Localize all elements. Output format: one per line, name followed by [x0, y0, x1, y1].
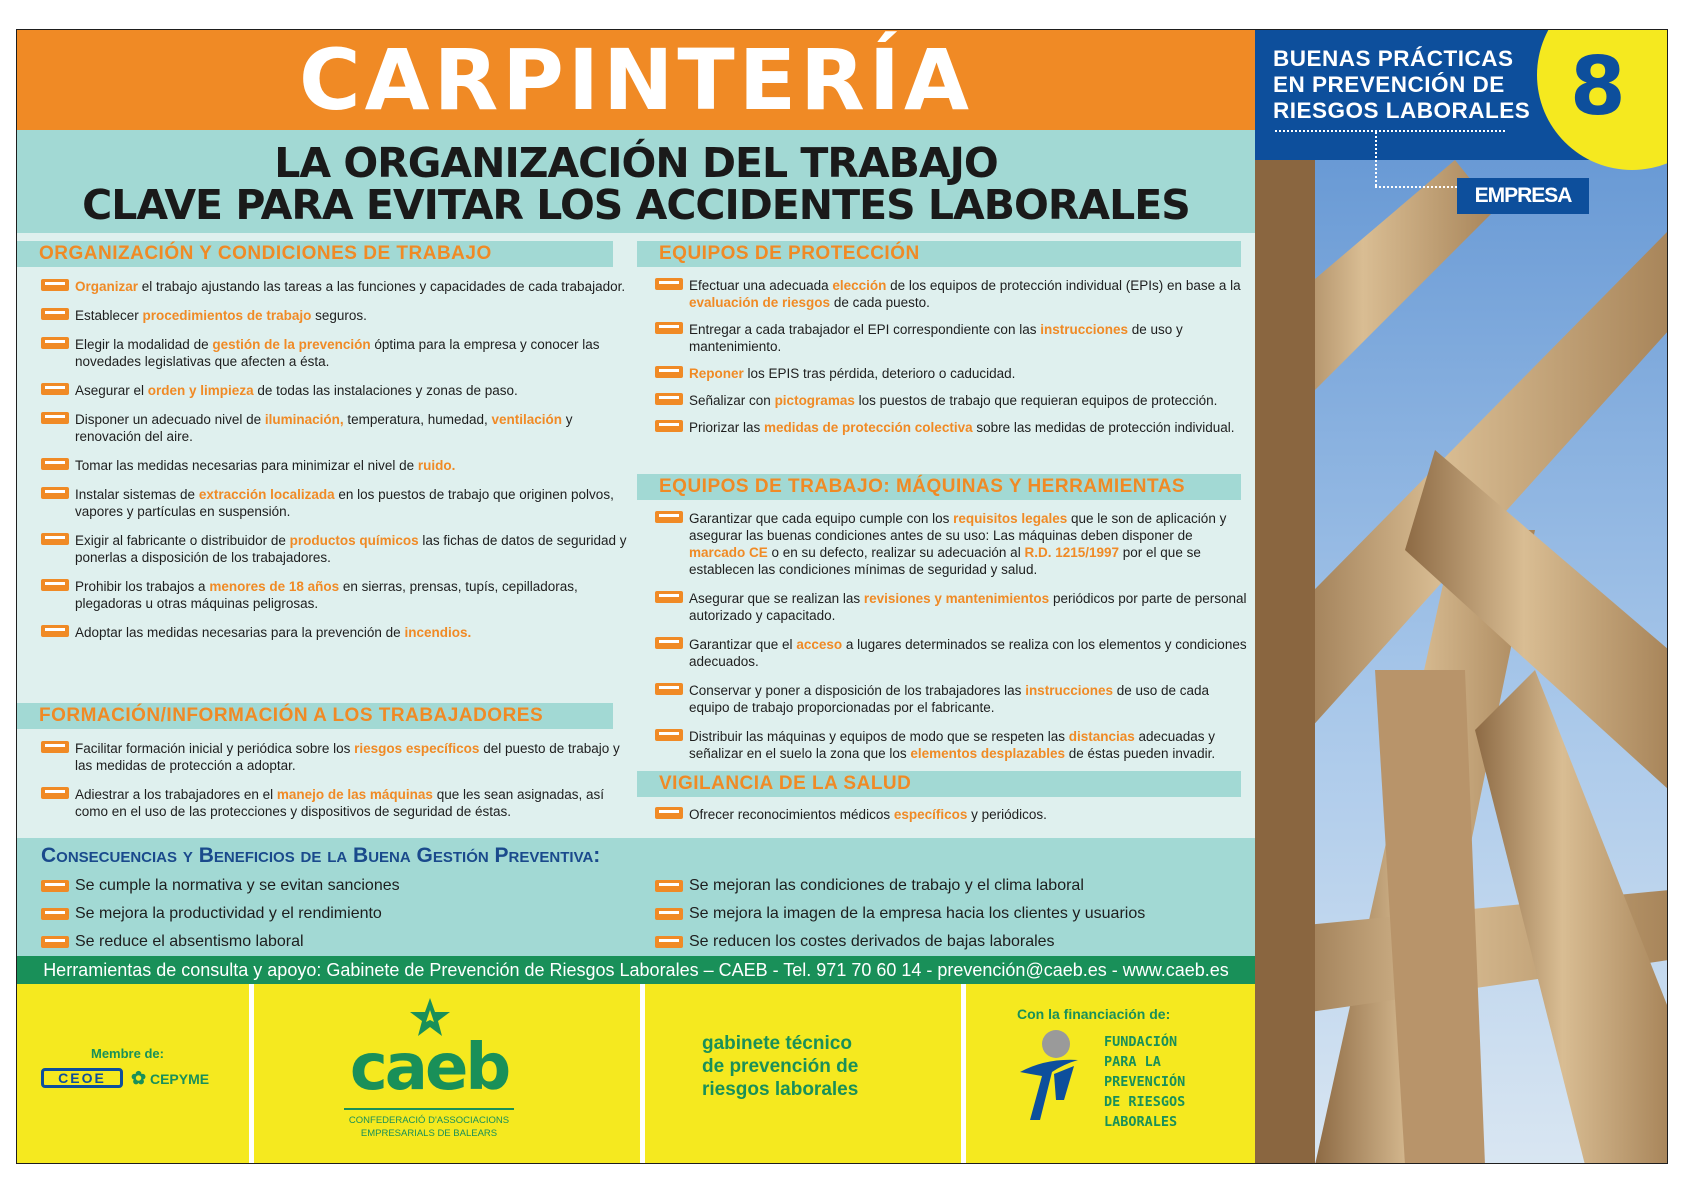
- list-item: [651, 636, 1251, 670]
- list-vigilancia: [651, 806, 1251, 833]
- highlight-text: menores de 18 años: [209, 579, 340, 594]
- highlight-text: Reponer: [689, 366, 744, 381]
- item-text: Asegurar el: [75, 383, 148, 398]
- list-item: [651, 510, 1251, 578]
- item-text: Facilitar formación inicial y periódica sobre los: [75, 741, 355, 756]
- gabinete-line-3: riesgos laborales: [702, 1079, 859, 1100]
- footer-membre: [17, 984, 249, 1164]
- list-item: [37, 624, 627, 641]
- consequences-left-list: [37, 872, 400, 956]
- consequences-heading: Consecuencias y Beneficios de la Buena Gestión Preventiva:: [41, 844, 601, 867]
- highlight-text: evaluación de riesgos: [689, 295, 831, 310]
- membre-label: Membre de:: [91, 1046, 164, 1061]
- saw-bullet-icon: [655, 278, 683, 290]
- saw-bullet-icon: [41, 625, 69, 637]
- section-heading-equipos-proteccion: EQUIPOS DE PROTECCIÓN: [637, 241, 1241, 267]
- saw-bullet-icon: [655, 637, 683, 649]
- item-text: Exigir al fabricante o distribuidor de: [75, 533, 290, 548]
- section-heading-equipos-trabajo: EQUIPOS DE TRABAJO: MÁQUINAS Y HERRAMIENTAS: [637, 474, 1241, 500]
- badge-line-2: EN PREVENCIÓN DE: [1273, 72, 1505, 97]
- list-item: [37, 307, 627, 324]
- footer-gabinete: [645, 984, 961, 1164]
- item-text: Distribuir las máquinas y equipos de modo que se respeten las: [689, 729, 1069, 744]
- connector-vertical: [1375, 132, 1377, 186]
- item-text: Elegir la modalidad de: [75, 337, 213, 352]
- saw-bullet-icon: [655, 366, 683, 378]
- consequence-text: Se mejoran las condiciones de trabajo y el clima laboral: [689, 877, 1084, 894]
- list-item: [651, 728, 1251, 762]
- item-text: Efectuar una adecuada: [689, 278, 833, 293]
- item-text: de los equipos de protección individual (EPIs) en base a la: [886, 278, 1241, 293]
- item-text: por el que se establecen las condiciones mínimas de seguridad y salud.: [689, 545, 1201, 577]
- item-text: Establecer: [75, 308, 143, 323]
- saw-bullet-icon: [655, 683, 683, 695]
- consequence-text: Se cumple la normativa y se evitan sanciones: [75, 877, 400, 894]
- page-title: CARPINTERÍA: [298, 31, 974, 129]
- badge-text: [1273, 46, 1530, 124]
- item-text: periódicos por parte de personal autorizado y capacitado.: [689, 591, 1247, 623]
- item-text: Adoptar las medidas necesarias para la prevención de: [75, 625, 405, 640]
- saw-bullet-icon: [41, 787, 69, 799]
- saw-bullet-icon: [655, 322, 683, 334]
- item-text: y periódicos.: [967, 807, 1047, 822]
- badge-line-1: BUENAS PRÁCTICAS: [1273, 46, 1514, 71]
- good-practice-badge: [1255, 30, 1668, 160]
- consequence-text: Se mejora la imagen de la empresa hacia los clientes y usuarios: [689, 905, 1146, 922]
- highlight-text: productos químicos: [289, 533, 419, 548]
- badge-dotted-rule: [1275, 130, 1505, 132]
- saw-bullet-icon: [41, 936, 69, 948]
- item-text: en los puestos de trabajo que originen polvos, vapores y partículas en suspensión.: [75, 487, 614, 519]
- financiacion-label: Con la financiación de:: [1017, 1006, 1171, 1022]
- list-item: [37, 278, 627, 295]
- item-text: que le son de aplicación y asegurar las buenas condiciones antes de su uso: Las máquinas deben disponer de: [689, 511, 1227, 543]
- saw-bullet-icon: [655, 908, 683, 920]
- highlight-text: ventilación: [491, 412, 563, 427]
- highlight-text: medidas de protección colectiva: [764, 420, 973, 435]
- section-heading-organizacion: ORGANIZACIÓN Y CONDICIONES DE TRABAJO: [17, 241, 613, 267]
- item-text: los EPIS tras pérdida, deterioro o caducidad.: [743, 366, 1016, 381]
- highlight-text: incendios.: [404, 625, 472, 640]
- item-text: los puestos de trabajo que requieran equipos de protección.: [854, 393, 1218, 408]
- item-text: óptima para la empresa y conocer las novedades legislativas que afecten a ésta.: [75, 337, 600, 369]
- fundacion-line-3: PREVENCIÓN: [1104, 1074, 1186, 1090]
- highlight-text: específicos: [893, 807, 968, 822]
- item-text: Instalar sistemas de: [75, 487, 199, 502]
- saw-bullet-icon: [655, 880, 683, 892]
- item-text: de cada puesto.: [830, 295, 930, 310]
- item-text: y renovación del aire.: [75, 412, 573, 444]
- item-text: de uso de cada equipo de trabajo proporcionadas por el fabricante.: [689, 683, 1210, 715]
- list-item: [651, 365, 1251, 382]
- item-text: en sierras, prensas, tupís, cepilladoras, plegadoras u otras máquinas peligrosas.: [75, 579, 578, 611]
- saw-bullet-icon: [41, 383, 69, 395]
- highlight-text: ruido.: [417, 458, 456, 473]
- item-text: Conservar y poner a disposición de los trabajadores las: [689, 683, 1026, 698]
- highlight-text: pictogramas: [774, 393, 855, 408]
- highlight-text: instrucciones: [1025, 683, 1113, 698]
- item-text: temperatura, humedad,: [343, 412, 492, 427]
- list-item: [651, 277, 1251, 311]
- item-text: Entregar a cada trabajador el EPI correspondiente con las: [689, 322, 1041, 337]
- footer-financiacion: [966, 984, 1255, 1164]
- cepyme-logo: [131, 1068, 209, 1089]
- saw-bullet-icon: [655, 393, 683, 405]
- saw-bullet-icon: [41, 741, 69, 753]
- section-heading-formacion: FORMACIÓN/INFORMACIÓN A LOS TRABAJADORES: [17, 703, 613, 729]
- consequence-item: [651, 928, 1145, 956]
- item-text: Garantizar que cada equipo cumple con los: [689, 511, 954, 526]
- gabinete-line-1: gabinete técnico: [702, 1033, 852, 1054]
- caeb-subtitle-line-2: EMPRESARIALS DE BALEARS: [360, 1128, 498, 1139]
- saw-bullet-icon: [655, 729, 683, 741]
- caeb-rule: [344, 1108, 514, 1110]
- fundacion-line-5: LABORALES: [1104, 1114, 1178, 1130]
- consequence-item: [37, 900, 400, 928]
- saw-bullet-icon: [41, 880, 69, 892]
- fundacion-line-4: DE RIESGOS: [1104, 1094, 1186, 1110]
- list-item: [651, 682, 1251, 716]
- saw-bullet-icon: [655, 936, 683, 948]
- highlight-text: elementos desplazables: [910, 746, 1065, 761]
- item-text: que les sean asignadas, así como en el uso de las protecciones y dispositivos de seguridad de éstas.: [75, 787, 605, 819]
- badge-line-3: RIESGOS LABORALES: [1273, 98, 1531, 123]
- consequence-item: [37, 928, 400, 956]
- item-text: las fichas de datos de seguridad y ponerlas a disposición de los trabajadores.: [75, 533, 627, 565]
- saw-bullet-icon: [41, 279, 69, 291]
- list-item: [651, 392, 1251, 409]
- item-text: Garantizar que el: [689, 637, 797, 652]
- item-text: a lugares determinados se realiza con los elementos y condiciones adecuados.: [689, 637, 1247, 669]
- list-item: [37, 786, 627, 820]
- list-item: [37, 411, 627, 445]
- highlight-text: procedimientos de trabajo: [142, 308, 312, 323]
- item-text: Tomar las medidas necesarias para minimizar el nivel de: [75, 458, 418, 473]
- empresa-tag: EMPRESA: [1457, 178, 1589, 214]
- title-band: [17, 30, 1255, 130]
- list-item: [651, 806, 1251, 823]
- list-item: [37, 578, 627, 612]
- item-text: de éstas pueden invadir.: [1064, 746, 1216, 761]
- section-heading-vigilancia: VIGILANCIA DE LA SALUD: [637, 771, 1241, 797]
- saw-bullet-icon: [41, 458, 69, 470]
- list-item: [37, 532, 627, 566]
- gabinete-text: [702, 1032, 858, 1101]
- highlight-text: marcado CE: [689, 545, 768, 560]
- main-panel: [17, 30, 1255, 1164]
- item-text: Asegurar que se realizan las: [689, 591, 864, 606]
- item-text: el trabajo ajustando las tareas a las funciones y capacidades de cada trabajador.: [138, 279, 626, 294]
- poster-frame: [16, 29, 1668, 1164]
- item-text: de todas las instalaciones y zonas de paso.: [253, 383, 518, 398]
- badge-number: 8: [1570, 40, 1626, 133]
- highlight-text: manejo de las máquinas: [276, 787, 433, 802]
- saw-bullet-icon: [41, 533, 69, 545]
- list-item: [37, 486, 627, 520]
- subtitle-line-1: LA ORGANIZACIÓN DEL TRABAJO: [274, 139, 998, 187]
- fundacion-figure-icon: [1016, 1030, 1086, 1125]
- item-text: adecuadas y señalizar en el suelo la zona que los: [689, 729, 1216, 761]
- list-item: [651, 321, 1251, 355]
- saw-bullet-icon: [655, 511, 683, 523]
- caeb-subtitle-line-1: CONFEDERACIÓ D'ASSOCIACIONS: [348, 1115, 510, 1126]
- consequence-item: [651, 900, 1145, 928]
- item-text: o en su defecto, realizar su adecuación al: [767, 545, 1025, 560]
- item-text: Prohibir los trabajos a: [75, 579, 210, 594]
- list-item: [37, 336, 627, 370]
- highlight-text: orden y limpieza: [147, 383, 254, 398]
- list-equipos-proteccion: [651, 277, 1251, 446]
- consequence-text: Se reduce el absentismo laboral: [75, 933, 304, 950]
- item-text: Señalizar con: [689, 393, 775, 408]
- saw-bullet-icon: [655, 807, 683, 819]
- list-item: [37, 382, 627, 399]
- item-text: Ofrecer reconocimientos médicos: [689, 807, 894, 822]
- list-item: [37, 740, 627, 774]
- saw-bullet-icon: [655, 420, 683, 432]
- consequences-band: [17, 838, 1255, 956]
- cepyme-label: CEPYME: [149, 1071, 210, 1087]
- highlight-text: instrucciones: [1040, 322, 1128, 337]
- highlight-text: R.D. 1215/1997: [1024, 545, 1120, 560]
- item-text: de uso y mantenimiento.: [689, 322, 1183, 354]
- saw-bullet-icon: [41, 487, 69, 499]
- caeb-logo-text: caeb: [349, 1031, 509, 1105]
- item-text: Priorizar las: [689, 420, 765, 435]
- item-text: seguros.: [311, 308, 367, 323]
- highlight-text: gestión de la prevención: [212, 337, 371, 352]
- saw-bullet-icon: [655, 591, 683, 603]
- highlight-text: Organizar: [75, 279, 139, 294]
- list-item: [651, 419, 1251, 436]
- highlight-text: elección: [832, 278, 887, 293]
- footer-caeb: [254, 984, 640, 1164]
- caeb-subtitle: [324, 1114, 534, 1140]
- highlight-text: riesgos específicos: [354, 741, 480, 756]
- fundacion-line-2: PARA LA: [1104, 1054, 1161, 1070]
- footer: [17, 984, 1255, 1164]
- highlight-text: distancias: [1068, 729, 1135, 744]
- gabinete-line-2: de prevención de: [702, 1056, 859, 1077]
- highlight-text: iluminación,: [264, 412, 344, 427]
- consequence-text: Se reducen los costes derivados de bajas laborales: [689, 933, 1055, 950]
- subtitle-line-2: CLAVE PARA EVITAR LOS ACCIDENTES LABORALES: [82, 181, 1190, 229]
- highlight-text: revisiones y mantenimientos: [863, 591, 1050, 606]
- item-text: del puesto de trabajo y las medidas de protección a adoptar.: [75, 741, 620, 773]
- list-organizacion: [37, 278, 627, 653]
- connector-horizontal: [1375, 186, 1457, 188]
- tools-bar: Herramientas de consulta y apoyo: Gabinete de Prevención de Riesgos Laborales – CAEB - Tel. 971 70 60 14 - prevención@caeb.es - www.caeb.es: [17, 956, 1255, 984]
- consequences-right-list: [651, 872, 1145, 956]
- consequence-item: [651, 872, 1145, 900]
- consequence-item: [37, 872, 400, 900]
- list-equipos-trabajo: [651, 510, 1251, 774]
- cepyme-flower-icon: ✿: [131, 1068, 147, 1088]
- subtitle-band: [17, 130, 1255, 233]
- saw-bullet-icon: [41, 412, 69, 424]
- list-item: [37, 457, 627, 474]
- consequence-text: Se mejora la productividad y el rendimiento: [75, 905, 382, 922]
- roof-photo: [1255, 30, 1668, 1164]
- fundacion-text: [1104, 1032, 1185, 1132]
- saw-bullet-icon: [41, 337, 69, 349]
- saw-bullet-icon: [41, 308, 69, 320]
- item-text: Adiestrar a los trabajadores en el: [75, 787, 277, 802]
- ceoe-logo: CEOE: [41, 1068, 123, 1088]
- highlight-text: extracción localizada: [198, 487, 335, 502]
- highlight-text: requisitos legales: [953, 511, 1068, 526]
- highlight-text: acceso: [796, 637, 843, 652]
- saw-bullet-icon: [41, 908, 69, 920]
- list-formacion: [37, 740, 627, 832]
- fundacion-line-1: FUNDACIÓN: [1104, 1034, 1178, 1050]
- item-text: sobre las medidas de protección individual.: [972, 420, 1235, 435]
- item-text: Disponer un adecuado nivel de: [75, 412, 265, 427]
- saw-bullet-icon: [41, 579, 69, 591]
- list-item: [651, 590, 1251, 624]
